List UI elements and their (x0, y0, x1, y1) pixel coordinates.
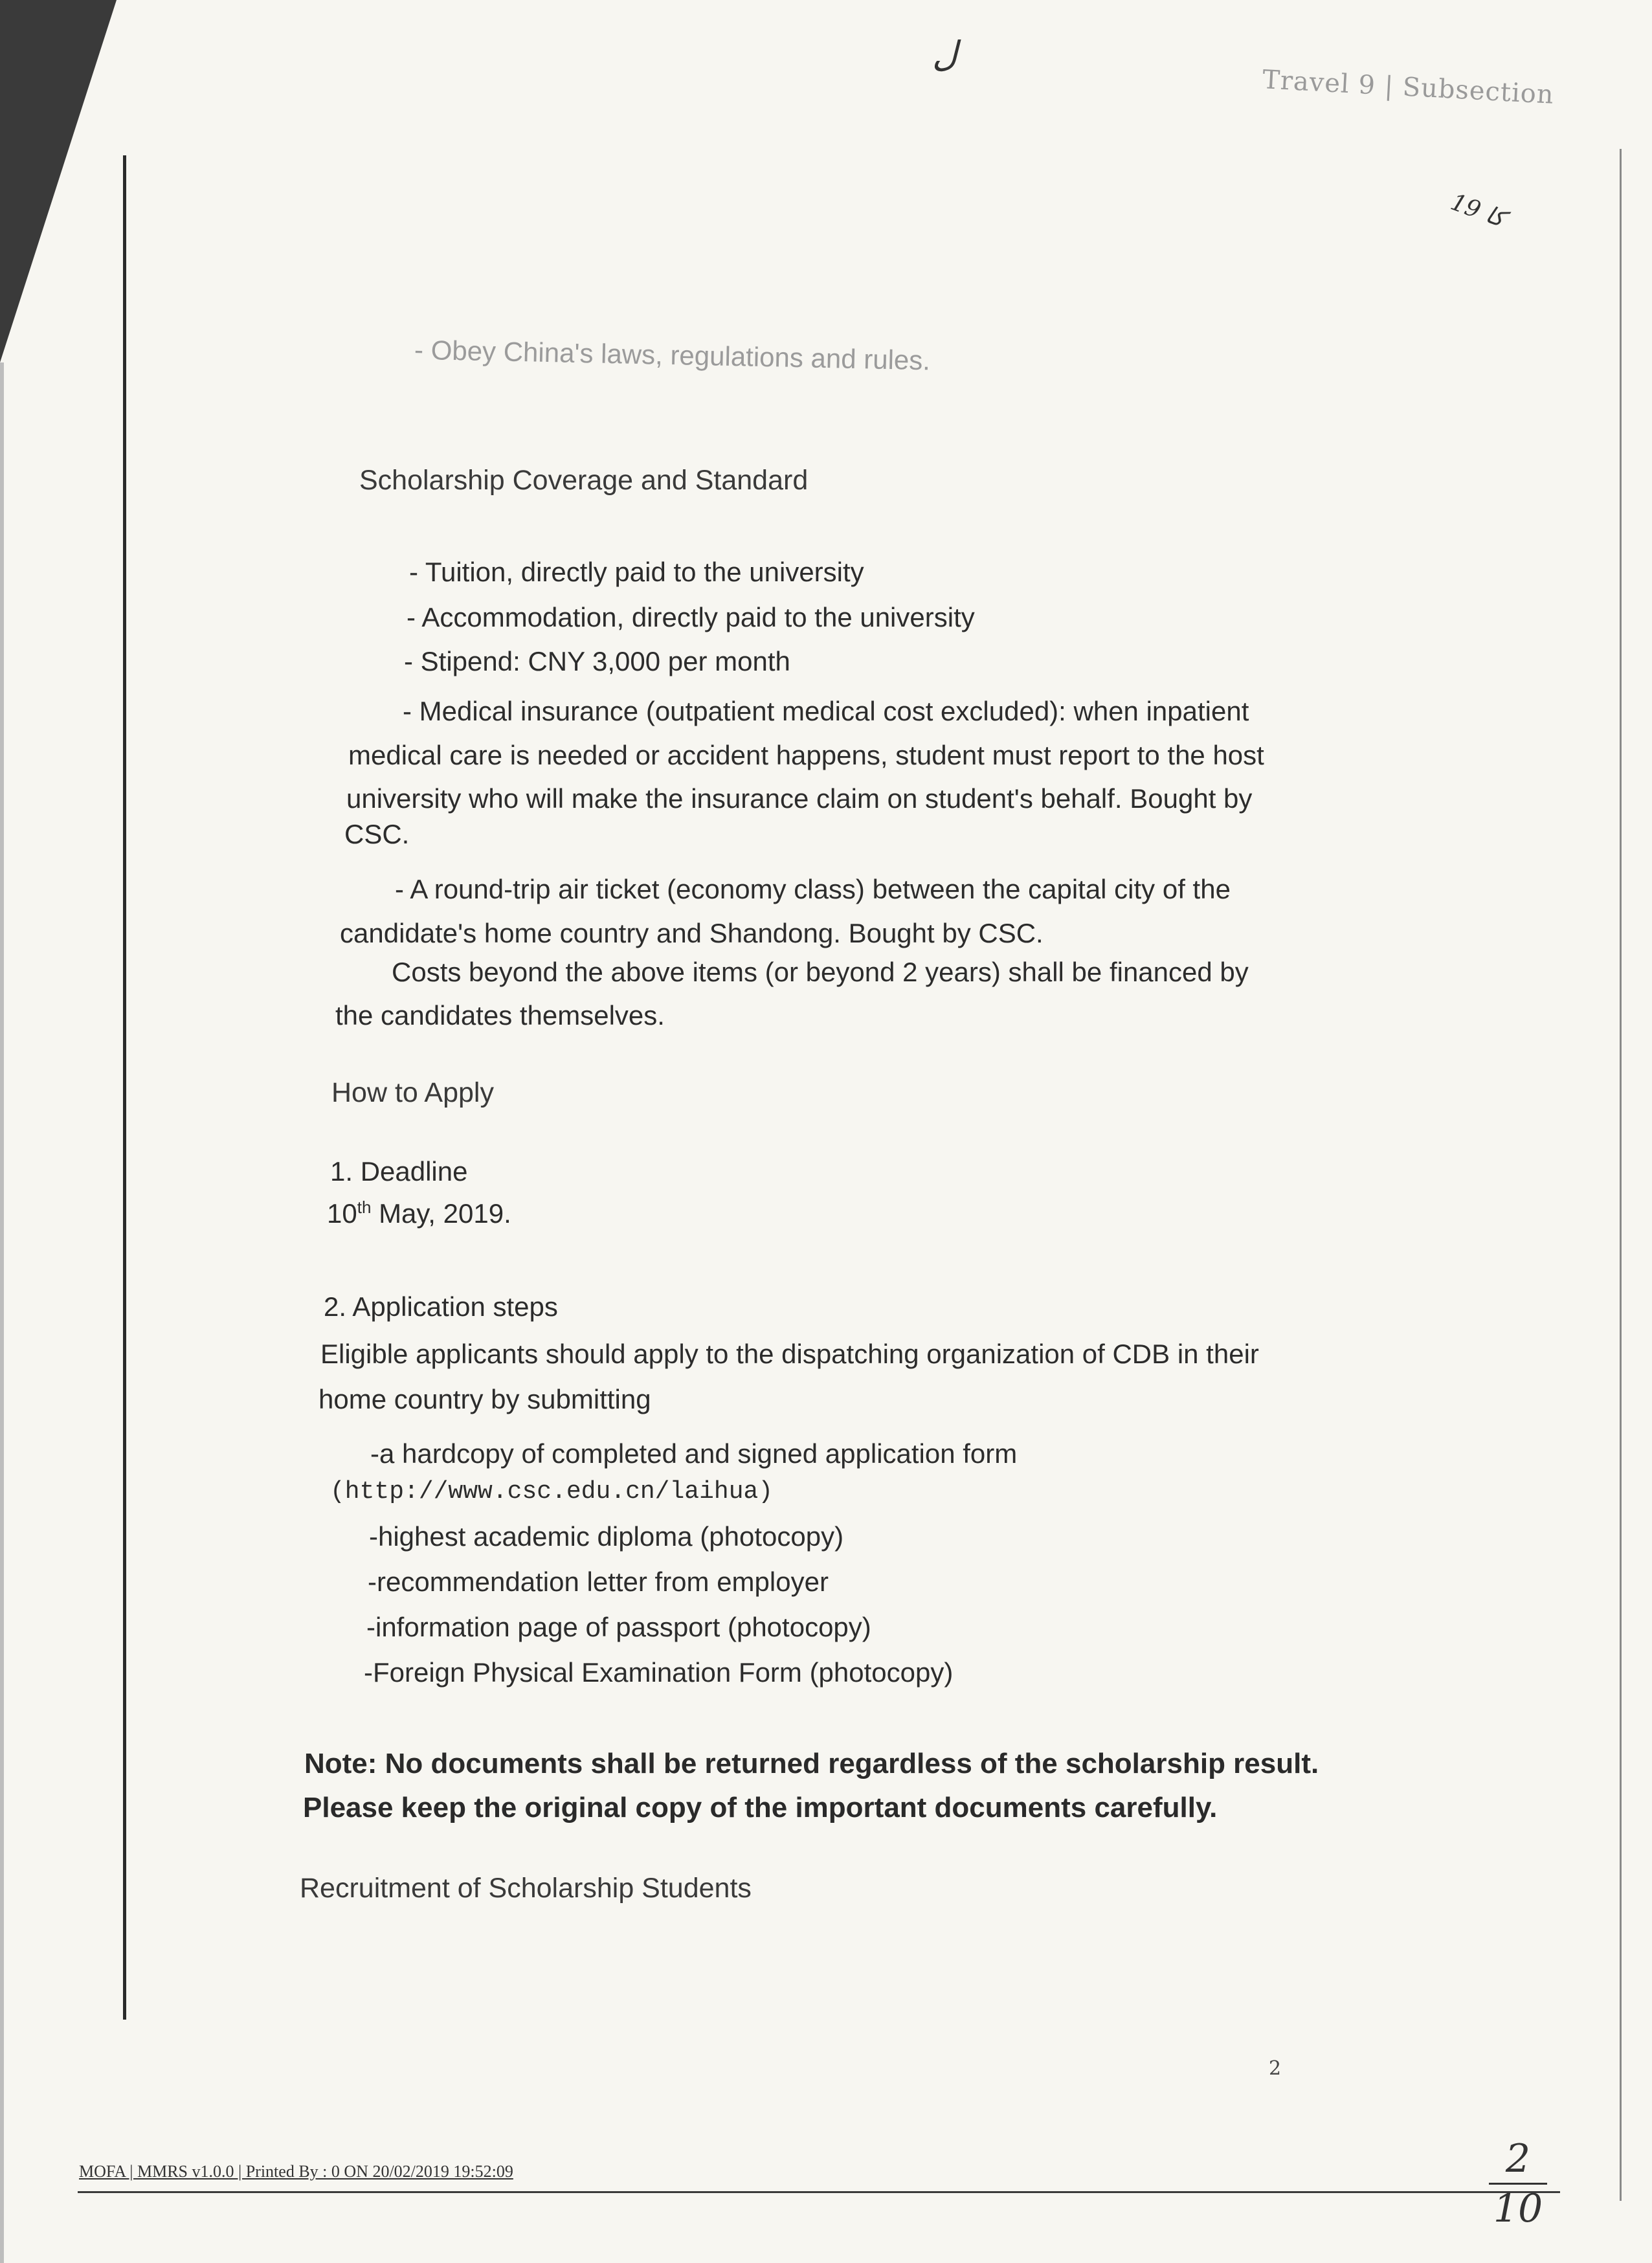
fraction-bar (1489, 2183, 1547, 2185)
handwritten-page-fraction (1489, 2136, 1547, 2231)
handwritten-top-mark: ل (932, 34, 958, 74)
medical-line-3: university who will make the insurance claim on student's behalf. Bought by (346, 783, 1253, 814)
fraction-numerator: 2 (1505, 2136, 1531, 2181)
handwritten-corner-note: 19 کا (1447, 188, 1508, 233)
fraction-denominator: 10 (1493, 2186, 1543, 2231)
scan-frame-right-line (1620, 149, 1622, 2201)
medical-line-4: CSC. (344, 819, 410, 849)
coverage-item-stipend: - Stipend: CNY 3,000 per month (404, 646, 790, 676)
steps-line-2: home country by submitting (318, 1384, 651, 1414)
scan-frame-left-line (123, 155, 126, 2020)
steps-line-1: Eligible applicants should apply to the dispatching organization of CDB in their (320, 1339, 1259, 1369)
deadline-heading: 1. Deadline (330, 1156, 468, 1187)
page-number: 2 (1269, 2057, 1282, 2080)
print-footer: MOFA | MMRS v1.0.0 | Printed By : 0 ON 20/02/2019 19:52:09 (79, 2162, 513, 2181)
faded-stamp: Travel 9 | Subsection (1262, 65, 1555, 110)
application-steps-heading: 2. Application steps (324, 1291, 558, 1322)
deadline-ordinal: th (357, 1198, 372, 1217)
section-heading-how-to-apply: How to Apply (331, 1077, 494, 1108)
costs-line-2: the candidates themselves. (335, 1000, 665, 1031)
scan-left-edge (0, 362, 4, 2263)
doc-diploma: -highest academic diploma (photocopy) (369, 1521, 844, 1552)
footer-rule (78, 2191, 1560, 2193)
section-heading-coverage: Scholarship Coverage and Standard (359, 465, 809, 496)
note-line-2: Please keep the original copy of the important documents carefully. (303, 1792, 1218, 1823)
doc-physical-exam: -Foreign Physical Examination Form (photocopy) (364, 1657, 954, 1688)
coverage-item-accommodation: - Accommodation, directly paid to the university (407, 602, 975, 632)
doc-recommendation: -recommendation letter from employer (368, 1566, 829, 1597)
section-heading-recruitment: Recruitment of Scholarship Students (300, 1873, 752, 1904)
deadline-month-year: May, 2019. (371, 1198, 511, 1229)
deadline-date (327, 1198, 511, 1229)
coverage-item-tuition: - Tuition, directly paid to the university (409, 557, 864, 587)
air-ticket-line-2: candidate's home country and Shandong. Bought by CSC. (340, 918, 1044, 948)
medical-line-2: medical care is needed or accident happens, student must report to the host (348, 740, 1264, 770)
intro-bullet: - Obey China's laws, regulations and rules. (414, 334, 931, 376)
scan-shadow-corner (0, 0, 117, 362)
air-ticket-line-1: - A round-trip air ticket (economy class) between the capital city of the (395, 874, 1231, 904)
doc-passport: -information page of passport (photocopy) (366, 1612, 871, 1642)
application-form-url: (http://www.csc.edu.cn/laihua) (330, 1478, 774, 1506)
deadline-day: 10 (327, 1198, 357, 1229)
medical-line-1: - Medical insurance (outpatient medical cost excluded): when inpatient (403, 696, 1249, 726)
costs-line-1: Costs beyond the above items (or beyond 2 years) shall be financed by (392, 957, 1249, 987)
note-line-1: Note: No documents shall be returned regardless of the scholarship result. (304, 1748, 1319, 1779)
application-form-line: -a hardcopy of completed and signed application form (370, 1438, 1018, 1469)
